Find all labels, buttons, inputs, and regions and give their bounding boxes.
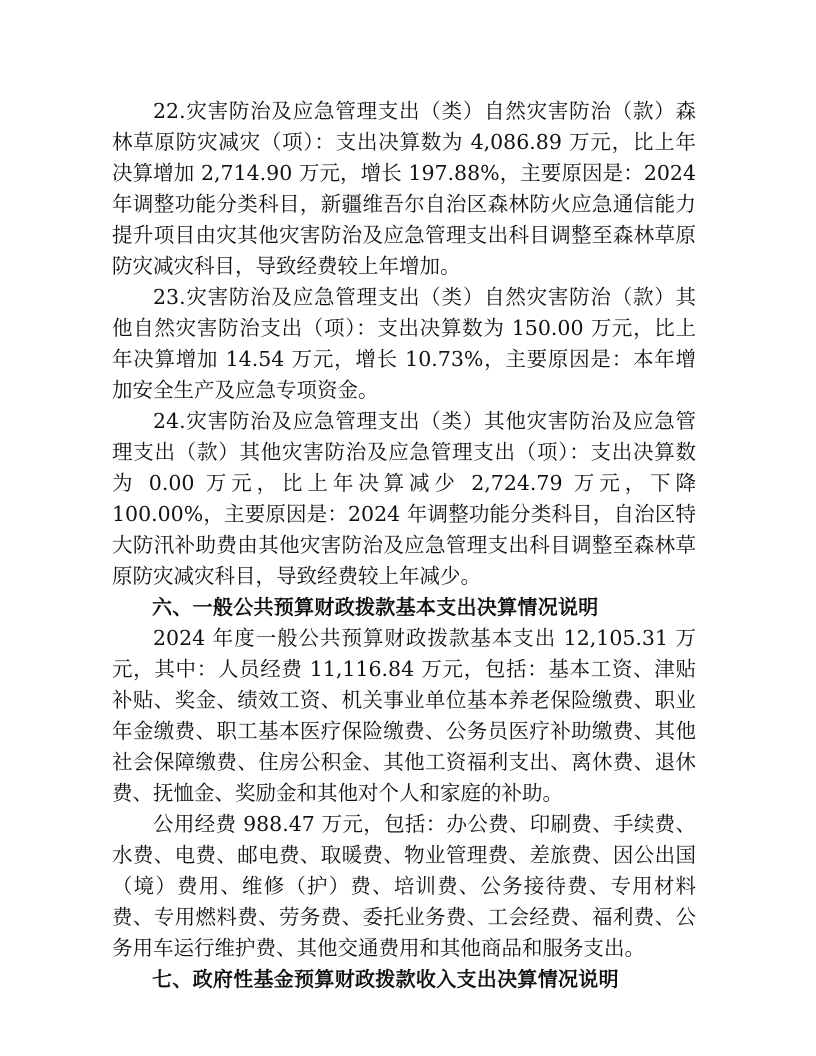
document-page <box>112 96 696 995</box>
paragraph-item-23: 23.灾害防治及应急管理支出（类）自然灾害防治（款）其他自然灾害防治支出（项）：支出决算数为 150.00 万元，比上年决算增加 14.54 万元，增长 10.73%，主要原因是：本年增加安全生产及应急专项资金。 <box>112 285 696 402</box>
section-6-heading: 六、一般公共预算财政拨款基本支出决算情况说明 <box>152 595 599 619</box>
paragraph-item-22: 22.灾害防治及应急管理支出（类）自然灾害防治（款）森林草原防灾减灾（项）：支出决算数为 4,086.89 万元，比上年决算增加 2,714.90 万元，增长 197.88%，主要原因是：2024 年调整功能分类科目，新疆维吾尔自治区森林防火应急通信能力提升项目由灾其他灾害防治及应急管理支出科目调整至森林草原防灾减灾科目，导致经费较上年增加。 <box>112 99 696 278</box>
paragraph-item-24: 24.灾害防治及应急管理支出（类）其他灾害防治及应急管理支出（款）其他灾害防治及应急管理支出（项）：支出决算数为 0.00 万元，比上年决算减少 2,724.79 万元，下降 100.00%，主要原因是：2024 年调整功能分类科目，自治区特大防汛补助费由其他灾害防治及应急管理支出科目调整至森林草原防灾减灾科目，导致经费较上年减少。 <box>112 409 696 588</box>
section-6-paragraph-public-expenses: 公用经费 988.47 万元，包括：办公费、印刷费、手续费、水费、电费、邮电费、取暖费、物业管理费、差旅费、因公出国（境）费用、维修（护）费、培训费、公务接待费、专用材料费、专用燃料费、劳务费、委托业务费、工会经费、福利费、公务用车运行维护费、其他交通费用和其他商品和服务支出。 <box>112 812 696 960</box>
section-7-heading: 七、政府性基金预算财政拨款收入支出决算情况说明 <box>152 967 619 991</box>
section-6-paragraph-personnel: 2024 年度一般公共预算财政拨款基本支出 12,105.31 万元，其中：人员经费 11,116.84 万元，包括：基本工资、津贴补贴、奖金、绩效工资、机关事业单位基本养老保险缴费、职业年金缴费、职工基本医疗保险缴费、公务员医疗补助缴费、其他社会保障缴费、住房公积金、其他工资福利支出、离休费、退休费、抚恤金、奖励金和其他对个人和家庭的补助。 <box>112 626 696 805</box>
